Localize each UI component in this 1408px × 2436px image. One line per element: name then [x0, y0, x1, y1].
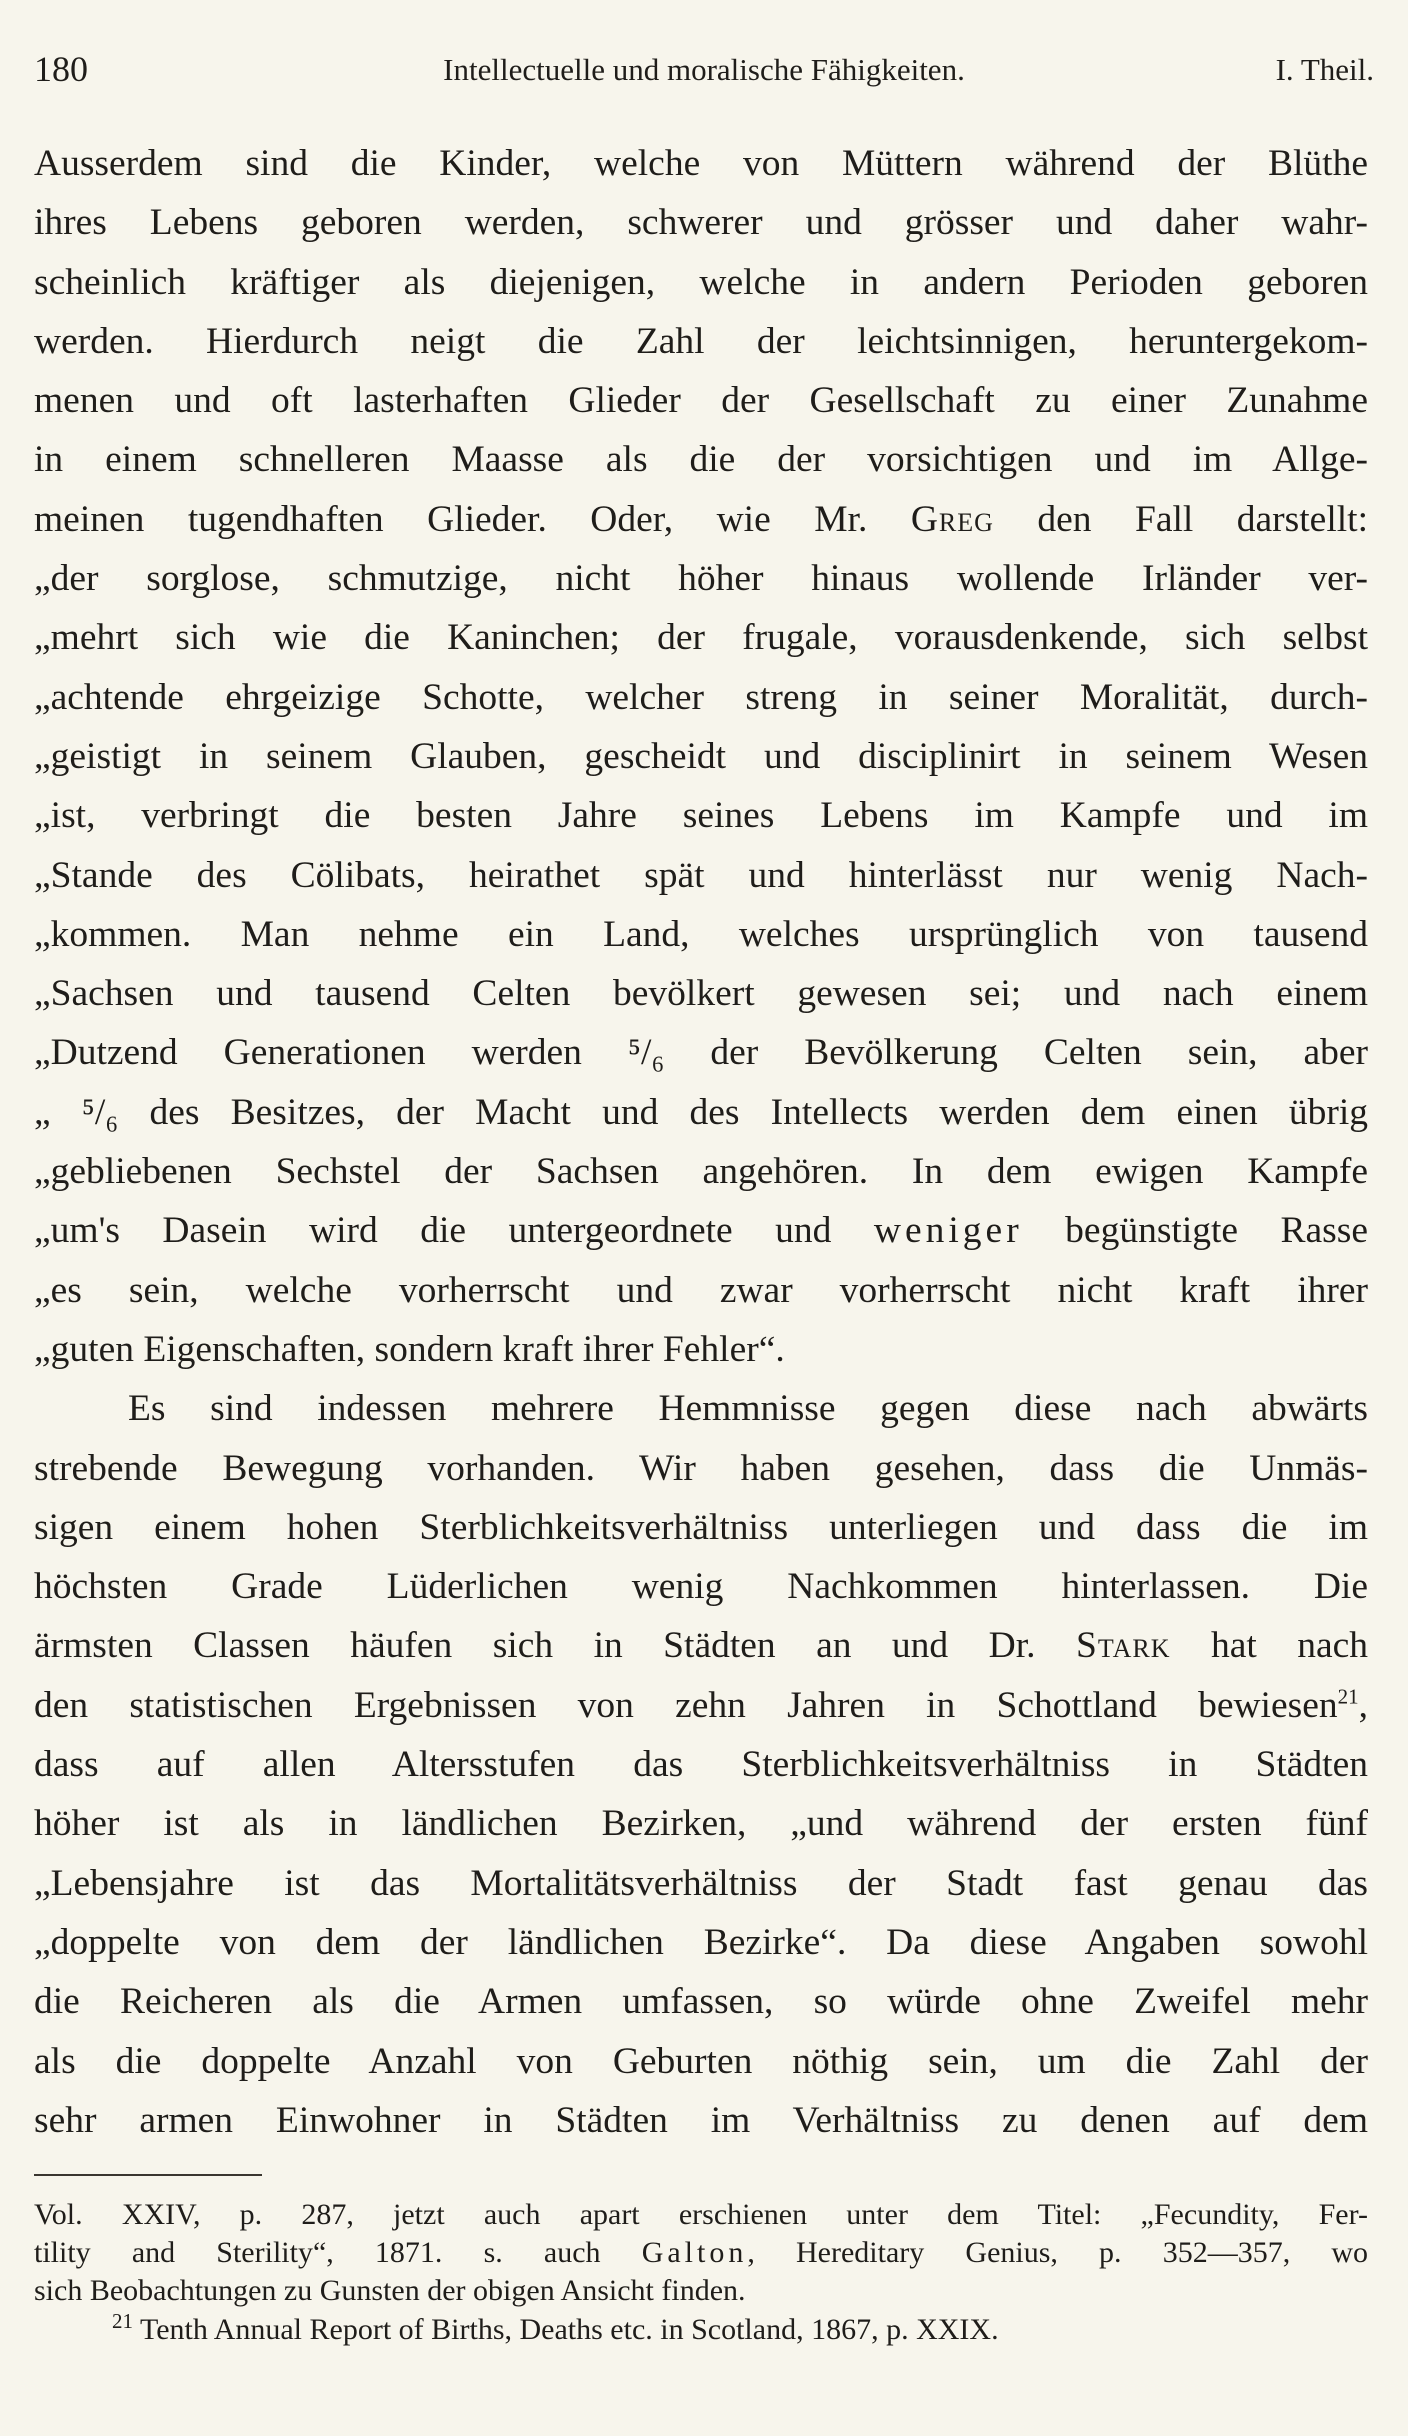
running-title: Intellectuelle und moralische Fähigkeiten.	[443, 52, 965, 87]
text-line: die Reicheren als die Armen umfassen, so würde ohne Zweifel mehr	[34, 1981, 1368, 2023]
footnote-reference[interactable]: 21	[1337, 1684, 1359, 1709]
text-line: werden. Hierdurch neigt die Zahl der leichtsinnigen, heruntergekom-	[34, 320, 1368, 362]
part-label: I. Theil.	[1275, 52, 1374, 87]
text-line: sigen einem hohen Sterblichkeitsverhältniss unterliegen und dass die im	[34, 1506, 1368, 1548]
author-name-stark: Stark	[1075, 1625, 1171, 1667]
text-segment: begünstigte Rasse	[1065, 1210, 1369, 1252]
spaced-word: weniger	[873, 1210, 1023, 1252]
footnote-line: Vol. XXIV, p. 287, jetzt auch apart erschienen unter dem Titel: „Fecundity, Fer-	[34, 2198, 1368, 2231]
text-segment: , Hereditary Genius, p. 352—357, wo	[747, 2236, 1369, 2270]
text-line: „mehrt sich wie die Kaninchen; der frugale, vorausdenkende, sich selbst	[34, 617, 1368, 659]
text-line: strebende Bewegung vorhanden. Wir haben gesehen, dass die Unmäs-	[34, 1447, 1368, 1489]
text-line: ihres Lebens geboren werden, schwerer und grösser und daher wahr-	[34, 202, 1368, 244]
text-line: „guten Eigenschaften, sondern kraft ihrer Fehler“.	[34, 1328, 785, 1370]
text-segment: meinen tugendhaften Glieder. Oder, wie Mr.	[34, 498, 868, 540]
text-line: „Lebensjahre ist das Mortalitätsverhältniss der Stadt fast genau das	[34, 1862, 1368, 1904]
text-segment: „um's Dasein wird die untergeordnete und	[34, 1210, 832, 1252]
text-line: „ ⁵/₆ des Besitzes, der Macht und des Intellects werden dem einen übrig	[34, 1091, 1368, 1133]
text-line: Ausserdem sind die Kinder, welche von Müttern während der Blüthe	[34, 143, 1368, 184]
text-line: „achtende ehrgeizige Schotte, welcher streng in seiner Moralität, durch-	[34, 676, 1368, 718]
footnote-text: Tenth Annual Report of Births, Deaths etc. in Scotland, 1867, p. XXIX.	[139, 2312, 999, 2346]
author-name-greg: Greg	[910, 498, 994, 540]
text-line: sehr armen Einwohner in Städten im Verhältniss zu denen auf dem	[34, 2099, 1368, 2141]
text-segment: den statistischen Ergebnissen von zehn Jahren in Schottland bewiesen	[34, 1684, 1338, 1726]
text-line: scheinlich kräftiger als diejenigen, welche in andern Perioden geboren	[34, 261, 1368, 303]
text-line: „Stande des Cölibats, heirathet spät und hinterlässt nur wenig Nach-	[34, 854, 1368, 896]
page-number: 180	[34, 49, 88, 89]
text-line: in einem schnelleren Maasse als die der vorsichtigen und im Allge-	[34, 439, 1368, 481]
text-segment: hat nach	[1210, 1625, 1369, 1667]
text-segment: ,	[1358, 1684, 1368, 1726]
footnote-number: 21	[112, 2308, 133, 2333]
text-segment: tility and Sterility“, 1871. s. auch	[34, 2236, 601, 2270]
text-line: „der sorglose, schmutzige, nicht höher hinaus wollende Irländer ver-	[34, 558, 1368, 600]
text-segment: ärmsten Classen häufen sich in Städten an und Dr.	[34, 1625, 1036, 1667]
text-line: „kommen. Man nehme ein Land, welches ursprünglich von tausend	[34, 913, 1368, 955]
author-name-galton: Galton	[641, 2236, 748, 2270]
text-line	[34, 1616, 1368, 1675]
text-line: menen und oft lasterhaften Glieder der Gesellschaft zu einer Zunahme	[34, 380, 1368, 422]
footnote-line	[34, 2234, 1368, 2272]
text-line: „Dutzend Generationen werden ⁵/₆ der Bevölkerung Celten sein, aber	[34, 1032, 1368, 1074]
text-line: „ist, verbringt die besten Jahre seines Lebens im Kampfe und im	[34, 795, 1368, 837]
text-line: höher ist als in ländlichen Bezirken, „und während der ersten fünf	[34, 1803, 1368, 1845]
text-line: „geistigt in seinem Glauben, gescheidt und disciplinirt in seinem Wesen	[34, 735, 1368, 777]
text-line: dass auf allen Altersstufen das Sterblichkeitsverhältniss in Städten	[34, 1744, 1368, 1786]
text-line: „doppelte von dem der ländlichen Bezirke“. Da diese Angaben sowohl	[34, 1921, 1368, 1963]
text-line	[34, 1201, 1368, 1260]
paragraph-start: Es sind indessen mehrere Hemmnisse gegen diese nach abwärts	[128, 1388, 1368, 1430]
footnote-divider	[34, 2174, 262, 2176]
footnote-21	[34, 2308, 1368, 2349]
main-text	[34, 134, 1368, 2150]
text-line: „gebliebenen Sechstel der Sachsen angehören. In dem ewigen Kampfe	[34, 1151, 1368, 1193]
running-header	[34, 48, 1374, 98]
text-line	[34, 1676, 1368, 1735]
text-line: „es sein, welche vorherrscht und zwar vorherrscht nicht kraft ihrer	[34, 1269, 1368, 1311]
text-line: als die doppelte Anzahl von Geburten nöthig sein, um die Zahl der	[34, 2040, 1368, 2082]
text-segment: den Fall darstellt:	[1037, 498, 1369, 540]
footnotes	[34, 2196, 1368, 2349]
footnote-line: sich Beobachtungen zu Gunsten der obigen Ansicht finden.	[34, 2274, 746, 2308]
text-line: „Sachsen und tausend Celten bevölkert gewesen sei; und nach einem	[34, 973, 1368, 1015]
text-line: höchsten Grade Lüderlichen wenig Nachkommen hinterlassen. Die	[34, 1566, 1368, 1608]
text-line	[34, 490, 1368, 549]
